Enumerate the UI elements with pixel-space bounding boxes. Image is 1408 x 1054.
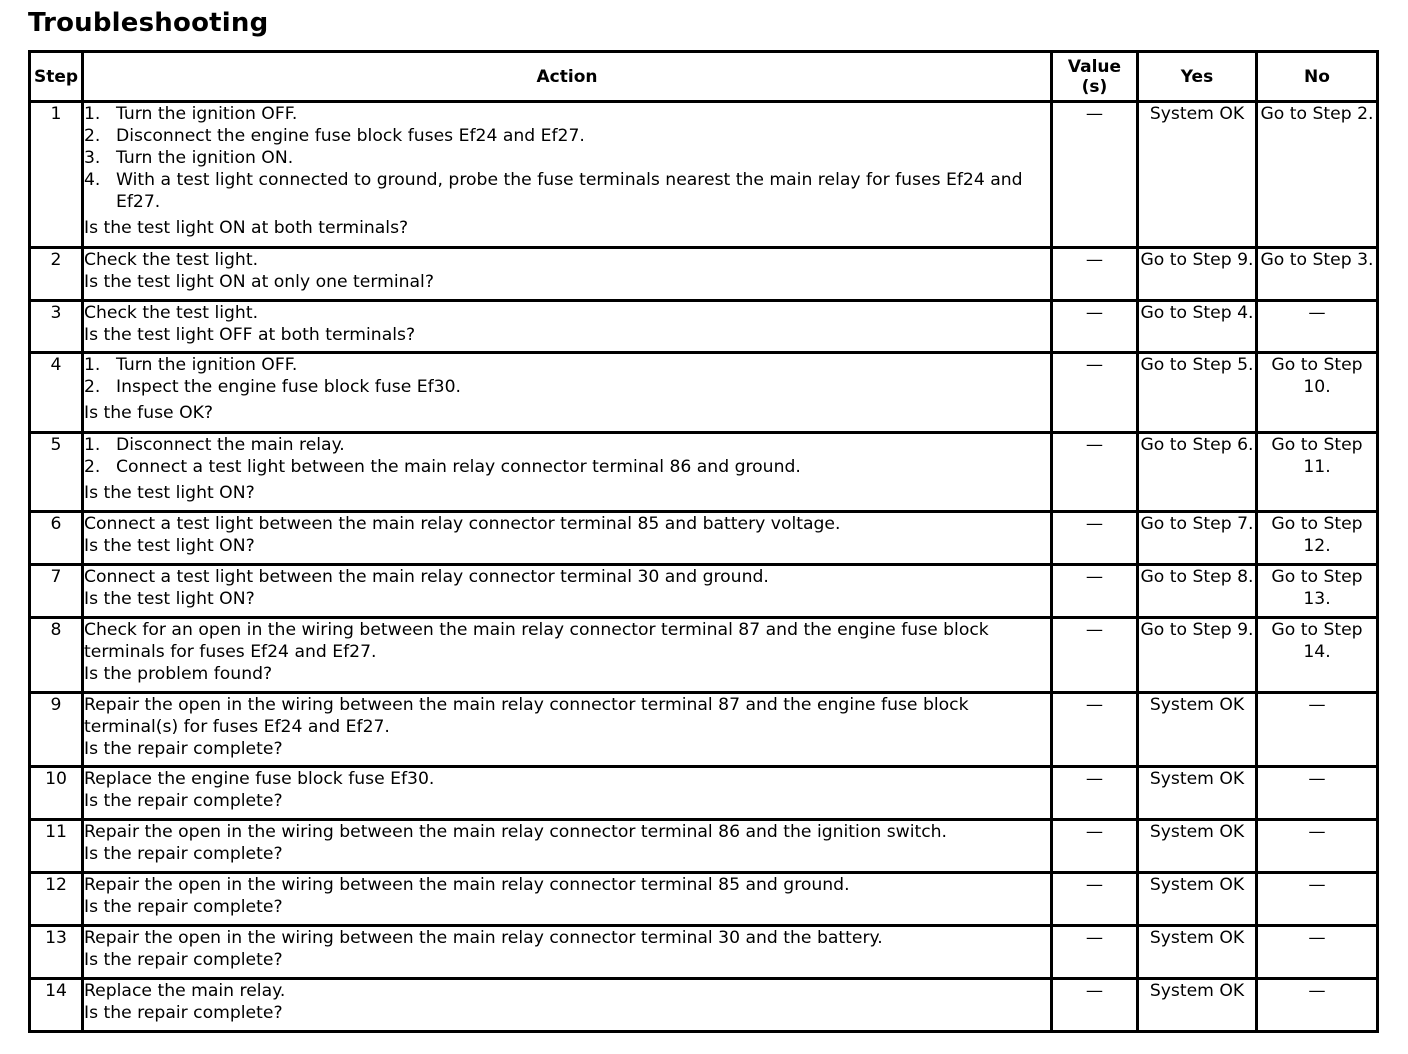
- action-cell: [83, 979, 1052, 1032]
- action-cell: [83, 767, 1052, 820]
- action-cell: [83, 693, 1052, 767]
- action-instruction: Check for an open in the wiring between the main relay connector terminal 87 and the engine fuse block terminals for fuses Ef24 and Ef27.: [84, 620, 989, 662]
- yes-cell: Go to Step 9.: [1138, 248, 1257, 301]
- action-list-item: [84, 125, 1050, 147]
- value-cell: —: [1052, 820, 1138, 873]
- yes-cell: Go to Step 4.: [1138, 301, 1257, 353]
- action-instruction: Connect a test light between the main relay connector terminal 85 and battery voltage.: [84, 514, 841, 534]
- step-number: 12: [30, 873, 83, 926]
- yes-cell: Go to Step 7.: [1138, 512, 1257, 565]
- action-instruction: Replace the engine fuse block fuse Ef30.: [84, 769, 435, 789]
- yes-cell: System OK: [1138, 873, 1257, 926]
- action-question: Is the problem found?: [84, 664, 273, 684]
- action-cell: [83, 873, 1052, 926]
- value-cell: —: [1052, 301, 1138, 353]
- value-cell: —: [1052, 102, 1138, 248]
- table-row: [30, 693, 1378, 767]
- action-item-number: 3.: [84, 148, 101, 168]
- no-cell: —: [1257, 873, 1378, 926]
- action-instruction: Repair the open in the wiring between the main relay connector terminal 87 and the engine fuse block terminal(s) for fuses Ef24 and Ef27.: [84, 695, 969, 737]
- table-row: [30, 433, 1378, 512]
- action-list-item: [84, 456, 1050, 478]
- no-cell: Go to Step 13.: [1257, 565, 1378, 618]
- action-question: Is the repair complete?: [84, 791, 283, 811]
- action-question: Is the test light OFF at both terminals?: [84, 325, 416, 345]
- action-instruction: Repair the open in the wiring between the main relay connector terminal 85 and ground.: [84, 875, 850, 895]
- action-question: Is the test light ON at both terminals?: [84, 218, 409, 238]
- step-number: 1: [30, 102, 83, 248]
- action-item-text: Disconnect the engine fuse block fuses Ef24 and Ef27.: [116, 126, 585, 146]
- no-cell: —: [1257, 820, 1378, 873]
- table-row: [30, 873, 1378, 926]
- step-number: 9: [30, 693, 83, 767]
- header-yes: Yes: [1138, 52, 1257, 102]
- action-list-item: [84, 147, 1050, 169]
- action-item-number: 1.: [84, 435, 101, 455]
- step-number: 4: [30, 353, 83, 433]
- value-cell: —: [1052, 433, 1138, 512]
- step-number: 2: [30, 248, 83, 301]
- action-item-text: With a test light connected to ground, probe the fuse terminals nearest the main relay for fuses Ef24 and Ef27.: [116, 170, 1023, 212]
- step-number: 8: [30, 618, 83, 693]
- header-step: Step: [30, 52, 83, 102]
- table-row: [30, 301, 1378, 353]
- table-row: [30, 979, 1378, 1032]
- yes-cell: Go to Step 9.: [1138, 618, 1257, 693]
- action-instruction: Repair the open in the wiring between the main relay connector terminal 86 and the ignition switch.: [84, 822, 948, 842]
- action-cell: [83, 248, 1052, 301]
- yes-cell: System OK: [1138, 102, 1257, 248]
- value-cell: —: [1052, 512, 1138, 565]
- yes-cell: System OK: [1138, 979, 1257, 1032]
- action-question: Is the repair complete?: [84, 897, 283, 917]
- yes-cell: System OK: [1138, 820, 1257, 873]
- yes-cell: Go to Step 8.: [1138, 565, 1257, 618]
- table-row: [30, 926, 1378, 979]
- value-cell: —: [1052, 248, 1138, 301]
- action-instruction: Connect a test light between the main relay connector terminal 30 and ground.: [84, 567, 769, 587]
- action-list-item: [84, 103, 1050, 125]
- value-cell: —: [1052, 926, 1138, 979]
- no-cell: —: [1257, 301, 1378, 353]
- action-question: Is the repair complete?: [84, 844, 283, 864]
- value-cell: —: [1052, 618, 1138, 693]
- step-number: 14: [30, 979, 83, 1032]
- no-cell: Go to Step 3.: [1257, 248, 1378, 301]
- step-number: 5: [30, 433, 83, 512]
- yes-cell: Go to Step 5.: [1138, 353, 1257, 433]
- action-instruction: Check the test light.: [84, 303, 259, 323]
- table-row: [30, 767, 1378, 820]
- action-question: Is the test light ON?: [84, 536, 255, 556]
- action-cell: [83, 301, 1052, 353]
- action-item-text: Connect a test light between the main relay connector terminal 86 and ground.: [116, 457, 801, 477]
- action-question: Is the repair complete?: [84, 950, 283, 970]
- action-question: Is the repair complete?: [84, 739, 283, 759]
- step-number: 13: [30, 926, 83, 979]
- table-row: [30, 565, 1378, 618]
- action-item-text: Turn the ignition OFF.: [116, 355, 298, 375]
- action-question: Is the test light ON at only one terminal?: [84, 272, 434, 292]
- yes-cell: Go to Step 6.: [1138, 433, 1257, 512]
- header-action: Action: [83, 52, 1052, 102]
- action-item-text: Inspect the engine fuse block fuse Ef30.: [116, 377, 461, 397]
- action-instruction: Repair the open in the wiring between the main relay connector terminal 30 and the battery.: [84, 928, 883, 948]
- action-cell: [83, 512, 1052, 565]
- action-cell: [83, 102, 1052, 248]
- step-number: 3: [30, 301, 83, 353]
- action-item-number: 1.: [84, 104, 101, 124]
- value-cell: —: [1052, 353, 1138, 433]
- page-title: Troubleshooting: [28, 8, 269, 38]
- action-item-text: Disconnect the main relay.: [116, 435, 345, 455]
- yes-cell: System OK: [1138, 693, 1257, 767]
- step-number: 6: [30, 512, 83, 565]
- action-instruction: Replace the main relay.: [84, 981, 286, 1001]
- action-list-item: [84, 169, 1050, 213]
- step-number: 11: [30, 820, 83, 873]
- no-cell: —: [1257, 767, 1378, 820]
- action-cell: [83, 618, 1052, 693]
- action-cell: [83, 926, 1052, 979]
- no-cell: —: [1257, 926, 1378, 979]
- table-row: [30, 820, 1378, 873]
- yes-cell: System OK: [1138, 767, 1257, 820]
- header-value: Value (s): [1052, 52, 1138, 102]
- action-instruction: Check the test light.: [84, 250, 259, 270]
- action-item-number: 2.: [84, 377, 101, 397]
- table-row: [30, 353, 1378, 433]
- yes-cell: System OK: [1138, 926, 1257, 979]
- step-number: 10: [30, 767, 83, 820]
- no-cell: Go to Step 14.: [1257, 618, 1378, 693]
- action-question: Is the test light ON?: [84, 589, 255, 609]
- header-no: No: [1257, 52, 1378, 102]
- no-cell: Go to Step 11.: [1257, 433, 1378, 512]
- table-row: [30, 102, 1378, 248]
- action-cell: [83, 820, 1052, 873]
- table-row: [30, 248, 1378, 301]
- action-item-number: 4.: [84, 170, 101, 190]
- action-cell: [83, 433, 1052, 512]
- action-item-text: Turn the ignition OFF.: [116, 104, 298, 124]
- value-cell: —: [1052, 979, 1138, 1032]
- table-row: [30, 618, 1378, 693]
- action-item-number: 1.: [84, 355, 101, 375]
- action-question: Is the test light ON?: [84, 483, 255, 503]
- value-cell: —: [1052, 873, 1138, 926]
- action-cell: [83, 353, 1052, 433]
- no-cell: —: [1257, 979, 1378, 1032]
- value-cell: —: [1052, 565, 1138, 618]
- action-question: Is the repair complete?: [84, 1003, 283, 1023]
- table-row: [30, 512, 1378, 565]
- action-cell: [83, 565, 1052, 618]
- action-item-text: Turn the ignition ON.: [116, 148, 294, 168]
- no-cell: Go to Step 2.: [1257, 102, 1378, 248]
- action-item-number: 2.: [84, 126, 101, 146]
- step-number: 7: [30, 565, 83, 618]
- value-cell: —: [1052, 693, 1138, 767]
- table-body: [30, 102, 1378, 1032]
- no-cell: —: [1257, 693, 1378, 767]
- action-list-item: [84, 354, 1050, 376]
- header-row: [30, 52, 1378, 102]
- action-question: Is the fuse OK?: [84, 403, 214, 423]
- action-list-item: [84, 376, 1050, 398]
- action-list-item: [84, 434, 1050, 456]
- value-cell: —: [1052, 767, 1138, 820]
- no-cell: Go to Step 10.: [1257, 353, 1378, 433]
- troubleshooting-table: [28, 50, 1379, 1033]
- no-cell: Go to Step 12.: [1257, 512, 1378, 565]
- action-item-number: 2.: [84, 457, 101, 477]
